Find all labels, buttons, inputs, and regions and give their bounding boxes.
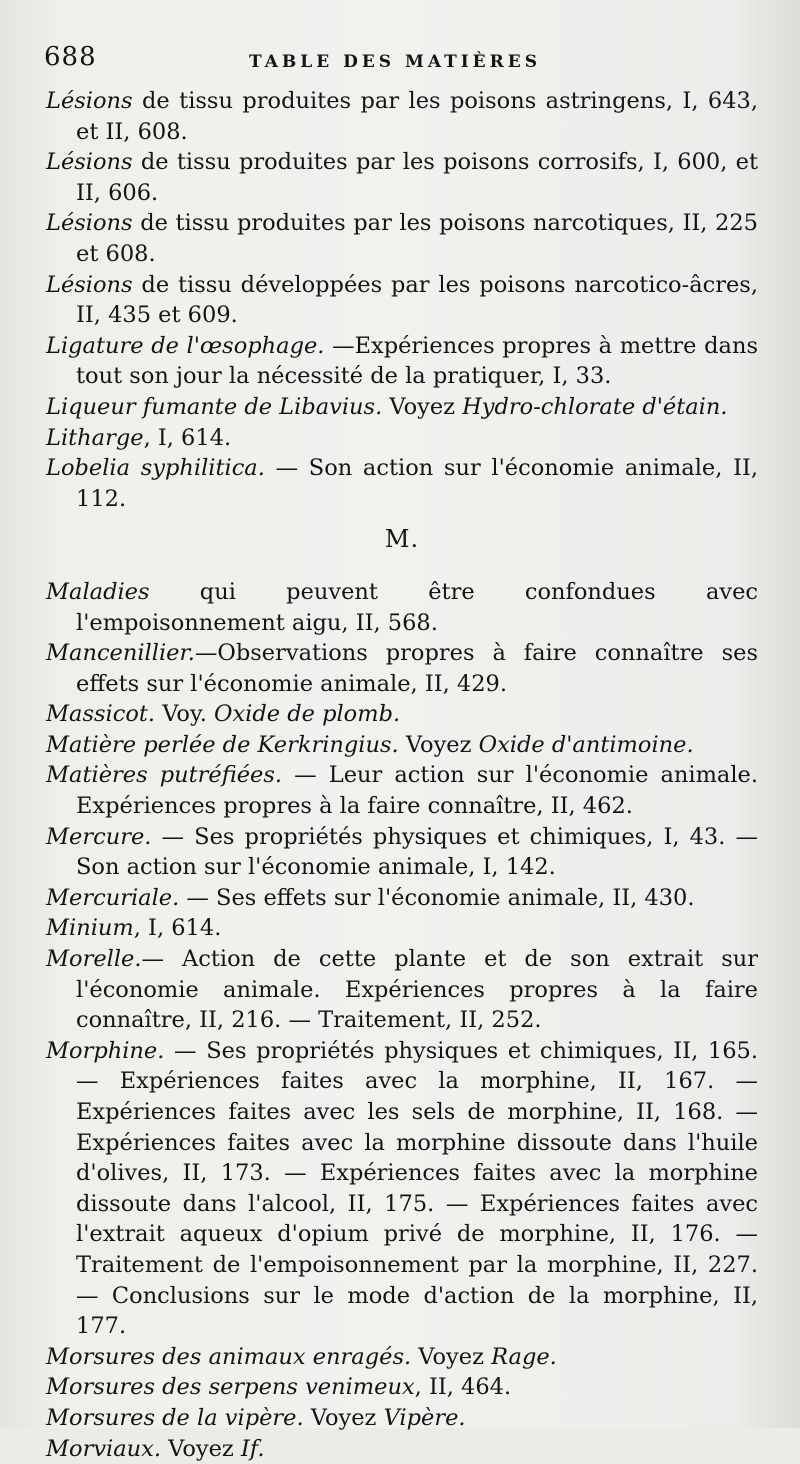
entry-heading: Lésions bbox=[46, 149, 133, 176]
index-entry bbox=[46, 1372, 758, 1403]
index-entry bbox=[46, 883, 758, 914]
entry-text: qui peuvent être confondues avec l'empoisonnement aigu, II, 568. bbox=[76, 578, 758, 636]
entry-cross-reference: Oxide d'antimoine. bbox=[478, 731, 694, 758]
index-entry bbox=[46, 208, 758, 269]
index-entry bbox=[46, 730, 758, 761]
page-header bbox=[44, 42, 764, 82]
entry-text: —Expériences propres à mettre dans tout son jour la nécessité de la pratiquer, I, 33. bbox=[76, 332, 758, 390]
entry-heading: Liqueur fumante de Libavius. bbox=[46, 393, 383, 420]
entry-text: Voy. bbox=[155, 701, 215, 728]
entry-text: — Ses effets sur l'économie animale, II, 430. bbox=[179, 884, 695, 911]
entry-text: Voyez bbox=[303, 1404, 384, 1431]
entry-cross-reference: Hydro-chlorate d'étain. bbox=[462, 393, 728, 420]
entry-heading: Mancenillier. bbox=[46, 640, 195, 667]
index-entry bbox=[46, 577, 758, 638]
entry-text: —Observations propres à faire connaître ses effets sur l'économie animale, II, 429. bbox=[76, 640, 758, 697]
entry-text: — Leur action sur l'économie animale. Expériences propres à la faire connaître, II, 462. bbox=[76, 762, 758, 820]
entry-heading: Minium bbox=[46, 915, 134, 942]
entry-text: , I, 614. bbox=[143, 424, 232, 451]
index-entry bbox=[46, 822, 758, 883]
entry-heading: Lobelia syphilitica. bbox=[46, 455, 265, 482]
index-content bbox=[46, 86, 758, 1464]
index-entry bbox=[46, 453, 758, 514]
entry-heading: Morsures des serpens venimeux bbox=[46, 1374, 415, 1401]
index-entry bbox=[46, 331, 758, 392]
entry-heading: Litharge bbox=[46, 424, 144, 451]
entry-text: — Ses propriétés physiques et chimiques, I, 43. — Son action sur l'économie animale, I, 142. bbox=[76, 823, 758, 881]
index-entry bbox=[46, 699, 758, 730]
index-entry bbox=[46, 913, 758, 944]
entry-heading: Morphine. bbox=[46, 1037, 165, 1064]
entry-heading: Maladies bbox=[46, 578, 150, 605]
index-entry bbox=[46, 147, 758, 208]
page-number: 688 bbox=[44, 42, 97, 72]
entry-cross-reference: Rage. bbox=[491, 1343, 557, 1370]
index-section-l bbox=[46, 86, 758, 514]
entry-heading: Mercure. bbox=[46, 823, 152, 850]
entry-heading: Massicot. bbox=[46, 701, 156, 728]
entry-heading: Morviaux. bbox=[46, 1435, 161, 1462]
entry-text: de tissu produites par les poisons astringens, I, 643, et II, 608. bbox=[76, 88, 758, 145]
entry-heading: Lésions bbox=[46, 271, 133, 298]
entry-cross-reference: If. bbox=[240, 1435, 265, 1462]
entry-cross-reference: Oxide de plomb. bbox=[214, 701, 401, 728]
entry-text: de tissu produites par les poisons narcotiques, II, 225 et 608. bbox=[76, 210, 758, 267]
entry-text: Voyez bbox=[398, 731, 479, 758]
running-title: TABLE DES MATIÈRES bbox=[249, 52, 542, 72]
entry-text: — Action de cette plante et de son extrait sur l'économie animale. Expériences propres à la faire connaître, II, 216. — Traitement, II, 252. bbox=[76, 946, 758, 1034]
entry-text: Voyez bbox=[161, 1435, 241, 1462]
entry-text: de tissu développées par les poisons narcotico-âcres, II, 435 et 609. bbox=[76, 271, 758, 329]
entry-text: — Son action sur l'économie animale, II, 112. bbox=[76, 455, 759, 512]
entry-heading: Lésions bbox=[46, 210, 133, 237]
entry-heading: Matières putréfiées. bbox=[46, 762, 283, 789]
entry-heading: Morsures des animaux enragés. bbox=[46, 1343, 412, 1370]
index-entry bbox=[46, 1434, 758, 1464]
index-entry bbox=[46, 638, 758, 699]
index-entry bbox=[46, 1342, 758, 1373]
entry-text: , II, 464. bbox=[414, 1374, 512, 1401]
entry-text: — Ses propriétés physiques et chimiques, II, 165. — Expériences faites avec la morphine, II, 167. — Expériences faites avec les sels de morphine, II, 168. — Expériences faites avec la morphine dissoute dans l'huile d'olives, II, 173. — Expériences faites avec la morphine dissoute dans l'alcool, II, 175. — Expériences faites avec l'extrait aqueux d'opium privé de morphine, II, 176. — Traitement de l'empoisonnement par la morphine, II, 227. — Conclusions sur le mode d'action de la morphine, II, 177. bbox=[76, 1037, 758, 1340]
entry-heading: Morelle. bbox=[46, 946, 142, 973]
entry-heading: Lésions bbox=[46, 88, 133, 114]
index-entry bbox=[46, 760, 758, 821]
entry-text: de tissu produites par les poisons corrosifs, I, 600, et II, 606. bbox=[76, 149, 758, 206]
entry-text: Voyez bbox=[382, 393, 463, 420]
index-entry bbox=[46, 944, 758, 1036]
entry-cross-reference: Vipère. bbox=[383, 1404, 466, 1431]
index-entry bbox=[46, 1403, 758, 1434]
index-entry bbox=[46, 86, 758, 147]
index-entry bbox=[46, 1036, 758, 1342]
entry-text: Voyez bbox=[411, 1343, 492, 1370]
entry-heading: Matière perlée de Kerkringius. bbox=[46, 731, 399, 758]
entry-heading: Morsures de la vipère. bbox=[46, 1404, 304, 1431]
index-entry bbox=[46, 392, 758, 423]
index-section-m bbox=[46, 577, 758, 1464]
entry-heading: Ligature de l'œsophage. bbox=[46, 332, 325, 359]
section-letter: M. bbox=[384, 525, 420, 554]
entry-text: , I, 614. bbox=[133, 915, 222, 942]
entry-heading: Mercuriale. bbox=[46, 884, 180, 911]
index-entry bbox=[46, 270, 758, 331]
index-entry bbox=[46, 423, 758, 454]
